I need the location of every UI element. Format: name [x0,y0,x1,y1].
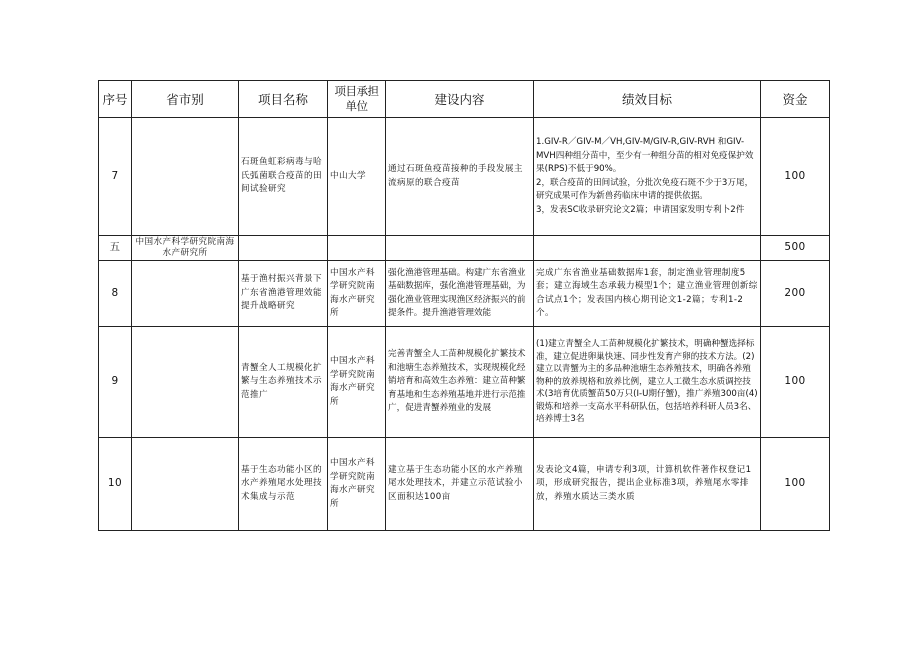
row-unit: 中国水产科学研究院南海水产研究所 [328,327,386,438]
header-province: 省市别 [132,81,239,118]
row-goals [534,118,761,236]
row-project-name: 基于生态功能小区的水产养殖尾水处理技术集成与示范 [239,438,328,531]
row-content: 通过石斑鱼疫苗接种的手段发展主流病原的联合疫苗 [386,118,534,236]
row-goals: 发表论文4篇，申请专利3项，计算机软件著作权登记1项，形成研究报告，提出企业标准3项，养殖尾水零排放，养殖水质达三类水质 [534,438,761,531]
row-province [132,118,239,236]
row-project-name: 青蟹全人工规模化扩繁与生态养殖技术示范推广 [239,327,328,438]
header-project-name: 项目名称 [239,81,328,118]
row-goals: (1)建立青蟹全人工苗种规模化扩繁技术，明确种蟹选择标准，建立促进卵巢快速、同步性发育产卵的技术方法。(2)建立以青蟹为主的多品种池塘生态养殖技术，明确各养殖物种的放养规格和放养比例，建立人工微生态水质调控技术(3培育优质蟹苗50万只(I-U期仔蟹)，推广养殖300亩(4)锻炼和培养一支高水平科研队伍，包括培养科研人员3名、培养博士3名 [534,327,761,438]
row-province [132,438,239,531]
row-content [386,236,534,261]
row-content: 强化渔港管理基础。构建广东省渔业基础数据库，强化渔港管理基础，为强化渔业管理实现渔区经济振兴的前提条件。提升渔港管理效能 [386,261,534,327]
header-content: 建设内容 [386,81,534,118]
row-province [132,261,239,327]
row-project-name: 石斑鱼虹彩病毒与哈氏弧菌联合疫苗的田间试验研究 [239,118,328,236]
header-no: 序号 [99,81,132,118]
goal-line: 1.GIV-R／GIV-M／VH,GIV-M/GIV-R,GIV-RVH 和GIV-MVH四种组分苗中，至少有一种组分苗的相对免疫保护效果(RPS)不低于90%。 [536,137,754,174]
row-project-name: 基于渔村振兴背景下广东省渔港管理效能提升战略研究 [239,261,328,327]
row-no: 9 [99,327,132,438]
row-no: 8 [99,261,132,327]
goal-line: 3，发表SC收录研究论文2篇；申请国家发明专利卜2件 [536,204,745,215]
table-row [99,327,830,438]
row-project-name [239,236,328,261]
table-row [99,118,830,236]
table-row [99,438,830,531]
row-province [132,327,239,438]
funding-table [98,80,830,531]
row-goals: 完成广东省渔业基础数据库1套，制定渔业管理制度5套；建立海域生态承载力模型1个；建立渔业管理创新综合试点1个；发表国内核心期刊论文1-2篇；专利1-2个。 [534,261,761,327]
row-fund: 100 [761,327,830,438]
row-fund: 100 [761,118,830,236]
row-unit: 中山大学 [328,118,386,236]
row-content: 建立基于生态功能小区的水产养殖尾水处理技术，并建立示范试验小区面积达100亩 [386,438,534,531]
row-content: 完善青蟹全人工苗种规模化扩繁技术和池塘生态养殖技术，实现规模化经 销培育和高效生态养殖：建立苗种繁育基地和生态养殖基地并进行示范推广，促进青蟹养殖业的发展 [386,327,534,438]
header-row [99,81,830,118]
row-no: 五 [99,236,132,261]
row-no: 7 [99,118,132,236]
table-row [99,261,830,327]
header-goals: 绩效目标 [534,81,761,118]
row-unit: 中国水产科学研究院南海水产研究所 [328,438,386,531]
row-goals [534,236,761,261]
row-province: 中国水产科学研究院南海水产研究所 [132,236,239,261]
header-fund: 资金 [761,81,830,118]
row-fund: 500 [761,236,830,261]
header-unit: 项目承担单位 [328,81,386,118]
row-fund: 100 [761,438,830,531]
goal-line: 2，联合疫苗的田间试验，分批次免疫石斑不少于3万尾，研究成果可作为新兽药临床申请的提供依据。 [536,177,754,201]
row-no: 10 [99,438,132,531]
row-unit [328,236,386,261]
row-fund: 200 [761,261,830,327]
row-unit: 中国水产科学研究院南海水产研究所 [328,261,386,327]
table-row [99,236,830,261]
